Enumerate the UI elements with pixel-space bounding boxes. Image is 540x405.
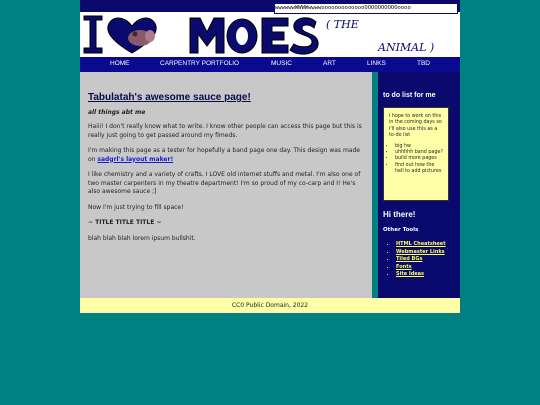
section-divider-title: ~ TITLE TITLE TITLE ~	[88, 219, 162, 226]
nav-bar	[80, 57, 460, 72]
todo-intro: i hope to work on this in the coming days so i'll also use this as a to-do list	[389, 114, 442, 139]
tools-list-item	[396, 249, 456, 257]
tools-list	[383, 241, 456, 279]
sidebar	[378, 72, 460, 298]
nav-home[interactable]: HOME	[110, 60, 130, 67]
site-ideas-link[interactable]: Site Ideas	[396, 271, 425, 278]
about-paragraph: I like chemistry and a variety of crafts. I LOVE old internet stuffs and metal. I'm also one of two master carpenters in my theatre department! I'm so proud of my co-carp and I! He's also awesome sauce ;]	[88, 171, 361, 195]
page-title: Tabulatah's awesome sauce page!	[88, 92, 251, 103]
todo-title: to do list for me	[383, 92, 436, 99]
nav-music[interactable]: MUSIC	[271, 60, 292, 67]
other-tools-heading: Other Tools	[383, 227, 419, 233]
fonts-link[interactable]: Fonts	[396, 263, 412, 270]
layout-maker-link[interactable]: sadgrl's layout maker!	[97, 155, 174, 163]
nav-carpentry-portfolio[interactable]: CARPENTRY PORTFOLIO	[160, 60, 240, 67]
tiled-bgs-link[interactable]: Tiled BGs	[396, 256, 423, 263]
marquee-text: wwwwwwWWWWwwwwoooooooooooooOOOOOOOOOOoooo	[274, 3, 458, 14]
todo-item: • build more pages	[395, 156, 443, 162]
intro-paragraph: Haiii! I don't really know what to write. I know other people can access this page but this is really just going to get passed around my fimeds.	[88, 123, 362, 139]
tools-list-item	[396, 256, 456, 264]
nav-art[interactable]: ART	[323, 60, 336, 67]
header-banner	[80, 0, 460, 57]
tester-paragraph	[88, 147, 362, 164]
main-content	[80, 72, 372, 298]
banner-animal-text: ANIMAL )	[378, 41, 435, 54]
hi-there-heading: Hi there!	[383, 210, 416, 219]
nav-links[interactable]: LINKS	[367, 60, 386, 67]
tools-list-item	[396, 271, 456, 279]
banner-the-text: ( THE	[326, 18, 359, 31]
nav-tbd[interactable]: TBD	[417, 60, 430, 67]
todo-item: • uhhhhh band page?	[395, 150, 443, 156]
webmaster-links-link[interactable]: Webmaster Links	[396, 248, 445, 255]
todo-list	[389, 144, 443, 176]
todo-item: • find out how the hell to add pictures	[395, 163, 443, 176]
page-subtitle: all things abt me	[88, 109, 146, 116]
footer: CC0 Public Domain, 2022	[80, 298, 460, 313]
filler-paragraph: blah blah blah lorem ipsum bullshit.	[88, 234, 196, 242]
todo-item: • big hw	[395, 144, 443, 150]
html-cheatsheet-link[interactable]: HTML Cheatsheet	[396, 241, 446, 247]
tools-list-item	[396, 264, 456, 272]
fill-space-paragraph: Now I'm just trying to fill space!	[88, 203, 184, 211]
todo-note	[383, 107, 449, 201]
banner-logo-image	[80, 10, 460, 57]
page-wrapper	[80, 0, 460, 72]
tester-text: I'm making this page as a tester for hopefully a band page one day. This design was made on	[88, 147, 360, 163]
tools-list-item	[396, 241, 456, 249]
